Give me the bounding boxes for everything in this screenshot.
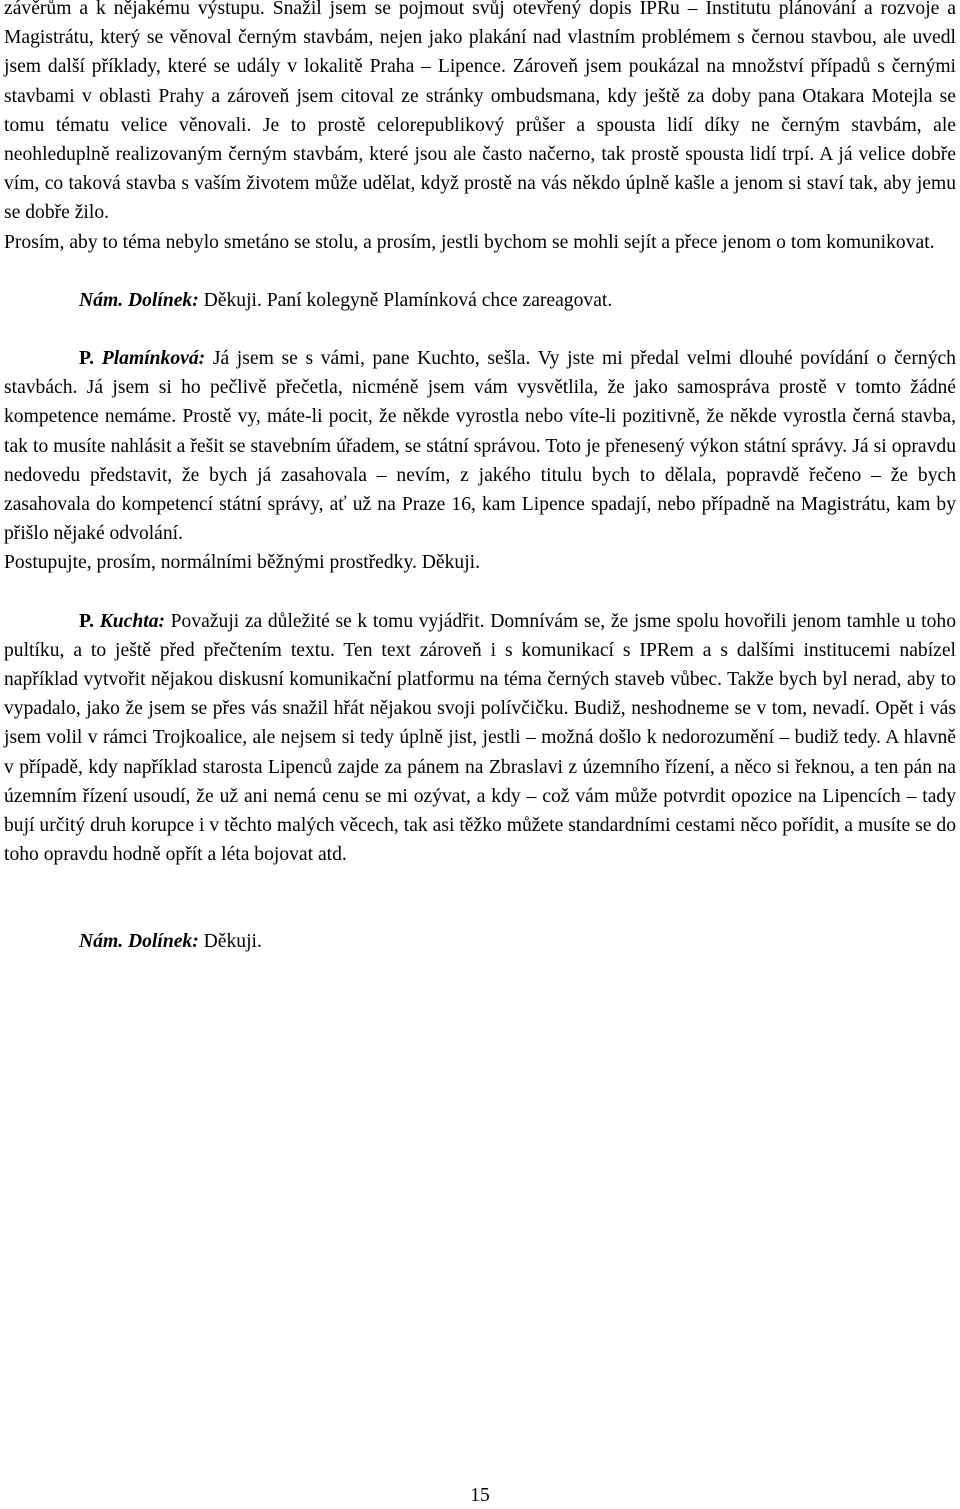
paragraph-gap — [4, 869, 956, 898]
speech-text: Děkuji. Paní kolegyně Plamínková chce zareagovat. — [198, 289, 613, 311]
paragraph-continuation: závěrům a k nějakému výstupu. Snažil jsem se pojmout svůj otevřený dopis IPRu – Institutu plánování a rozvoje a Magistrátu, který se věnoval černým stavbám, nejen jako plakání nad vlastním problémem s černou stavbou, ale uvedl jsem další příklady, které se udály v lokalitě Praha – Lipence. Zároveň jsem poukázal na množství případů s černými stavbami v oblasti Prahy a zároveň jsem citoval ze stránky ombudsmana, kdy ještě za doby pana Otakara Motejla se tomu tématu velice věnovali. Je to prostě celorepublikový průšer a spousta lidí díky ne černým stavbám, ale neohleduplně realizovaným černým stavbám, které jsou ale často načerno, tak prostě spousta lidí trpí. A já velice dobře vím, co taková stavba s vaším životem může udělat, když prostě na vás někdo úplně kašle a jenom si staví tak, aby jemu se dobře žilo. — [4, 0, 956, 224]
speech-kuchta — [4, 607, 956, 870]
speech-plaminkova — [4, 344, 956, 548]
speaker-prefix: P. — [79, 610, 95, 632]
speech-text: Děkuji. — [198, 931, 262, 953]
speaker-name: Kuchta: — [99, 610, 166, 632]
speech-text: Já jsem se s vámi, pane Kuchto, sešla. Vy jste mi předal velmi dlouhé povídání o černých stavbách. Já jsem si ho pečlivě přečetla, nicméně jsem vám vysvětlila, že jako samospráva prostě v tomto žádné kompetence nemáme. Prostě vy, máte-li pocit, že někde vyrostla nebo víte-li pozitivně, že někde vyrostla černá stavba, tak to musíte nahlásit a řešit se stavebním úřadem, se státní správou. Toto je přenesený výkon státní správy. Já si opravdu nedovedu představit, že bych já zasahovala – nevím, z jakého titulu bych to dělala, popravdě řečeno – že bych zasahovala do kompetencí státní správy, ať už na Praze 16, kam Lipence spadají, nebo případně na Magistrátu, kam by přišlo nějaké odvolání. — [4, 348, 956, 545]
paragraph-request: Prosím, aby to téma nebylo smetáno se stolu, a prosím, jestli bychom se mohli sejít a přece jenom o tom komunikovat. — [4, 231, 935, 253]
speech-dolinek-1 — [4, 286, 956, 315]
speaker-name: Nám. Dolínek: — [79, 931, 199, 953]
speech-text: Považuji za důležité se k tomu vyjádřit. Domnívám se, že jsme spolu hovořili jenom tamhle u toho pultíku, a to ještě před přečtením textu. Ten text zároveň i s komunikací s IPRem a s dalšími institucemi nabízel například vytvořit nějakou diskusní komunikační platformu na téma černých staveb vůbec. Takže bych byl nerad, aby to vypadalo, jako že jsem se přes vás snažil hřát nějakou svoji polívčičku. Budiž, neshodneme se v tom, nevadí. Opět i vás jsem volil v rámci Trojkoalice, ale nejsem si tedy úplně jist, jestli – možná došlo k nedorozumění – budiž tedy. A hlavně v případě, kdy například starosta Lipenců zajde za pánem na Zbraslavi z územního řízení, a něco si řeknou, a ten pán na územním řízení usoudí, že už ani nemá cenu se mi ozývat, a kdy – což vám může potvrdit opozice na Lipencích – tady bují určitý druh korupce i v těchto malých věcech, tak asi těžko můžete standardními cestami něco pořídit, a musíte se do toho opravdu hodně opřít a léta bojovat atd. — [4, 610, 956, 866]
page-number: 15 — [470, 1485, 490, 1506]
paragraph-gap — [4, 898, 956, 927]
speaker-prefix: P. — [79, 348, 95, 370]
speaker-name: Plamínková: — [101, 348, 206, 370]
paragraph-gap — [4, 257, 956, 286]
paragraph-closing: Postupujte, prosím, normálními běžnými prostředky. Děkuji. — [4, 552, 480, 574]
paragraph-gap — [4, 578, 956, 607]
document-page — [4, 0, 956, 957]
paragraph-gap — [4, 315, 956, 344]
speaker-name: Nám. Dolínek: — [79, 289, 199, 311]
speech-dolinek-2 — [4, 927, 956, 956]
